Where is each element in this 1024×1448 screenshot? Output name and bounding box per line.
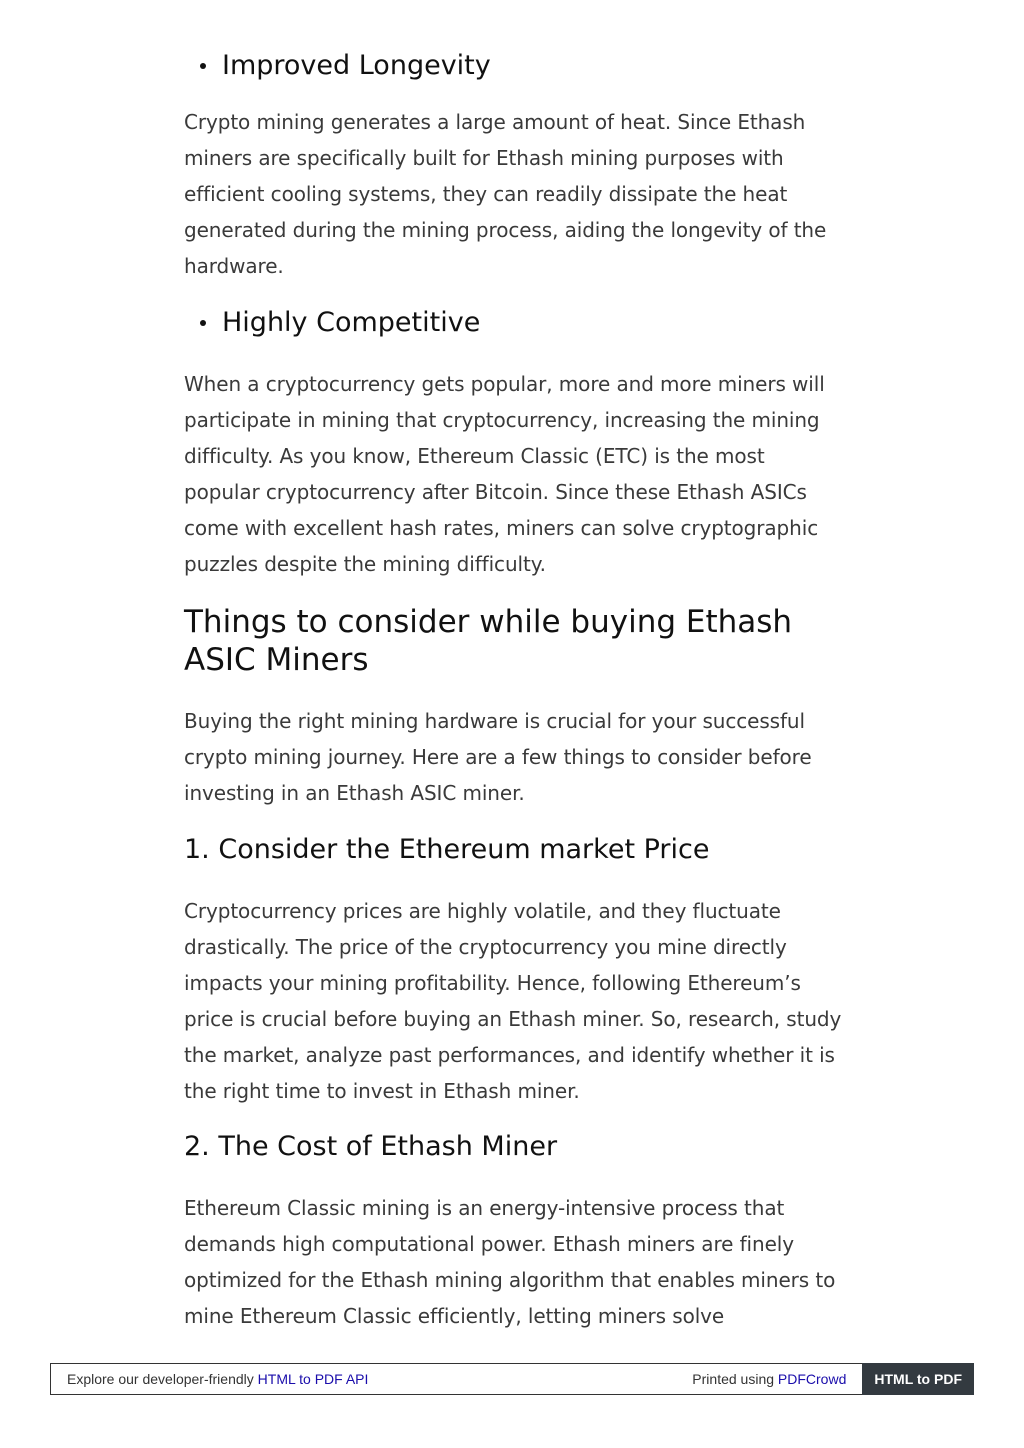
footer-printed-text: Printed using	[692, 1371, 778, 1387]
pdfcrowd-footer	[50, 1363, 974, 1395]
paragraph-cost: Ethereum Classic mining is an energy-intensive process that demands high computational power. Ethash miners are finely optimized for the Ethash mining algorithm that enables miners to mine Ethereum Classic efficiently, letting miners solve	[184, 1196, 836, 1328]
footer-explore-text: Explore our developer-friendly	[67, 1371, 258, 1387]
intro-paragraph: Buying the right mining hardware is crucial for your successful crypto mining journey. Here are a few things to consider before investing in an Ethash ASIC miner.	[184, 709, 812, 805]
footer-explore	[51, 1371, 692, 1387]
subsection-heading-market-price: 1. Consider the Ethereum market Price	[184, 834, 710, 865]
html-to-pdf-button[interactable]: HTML to PDF	[862, 1363, 974, 1395]
main-heading: Things to consider while buying Ethash ASIC Miners	[184, 604, 793, 678]
bullet-heading-text: Highly Competitive	[222, 307, 481, 338]
bullet-heading-highly-competitive	[200, 305, 480, 341]
bullet-dot-icon	[200, 63, 206, 69]
paragraph-highly-competitive: When a cryptocurrency gets popular, more and more miners will participate in mining that cryptocurrency, increasing the mining difficulty. As you know, Ethereum Classic (ETC) is the most popular cryptocurrency after Bitcoin. Since these Ethash ASICs come with excellent hash rates, miners can solve cryptographic puzzles despite the mining difficulty.	[184, 372, 825, 576]
bullet-dot-icon	[200, 320, 206, 326]
paragraph-improved-longevity: Crypto mining generates a large amount of heat. Since Ethash miners are specifically built for Ethash mining purposes with efficient cooling systems, they can readily dissipate the heat generated during the mining process, aiding the longevity of the hardware.	[184, 110, 827, 278]
html-to-pdf-api-link[interactable]: HTML to PDF API	[257, 1371, 369, 1387]
pdfcrowd-link[interactable]: PDFCrowd	[777, 1371, 847, 1387]
paragraph-market-price: Cryptocurrency prices are highly volatile, and they fluctuate drastically. The price of the cryptocurrency you mine directly impacts your mining profitability. Hence, following Ethereum’s price is crucial before buying an Ethash miner. So, research, study the market, analyze past performances, and identify whether it is the right time to invest in Ethash miner.	[184, 899, 842, 1103]
subsection-heading-cost: 2. The Cost of Ethash Miner	[184, 1131, 558, 1162]
bullet-heading-improved-longevity	[200, 48, 491, 84]
footer-printed	[692, 1371, 862, 1387]
bullet-heading-text: Improved Longevity	[222, 50, 491, 81]
